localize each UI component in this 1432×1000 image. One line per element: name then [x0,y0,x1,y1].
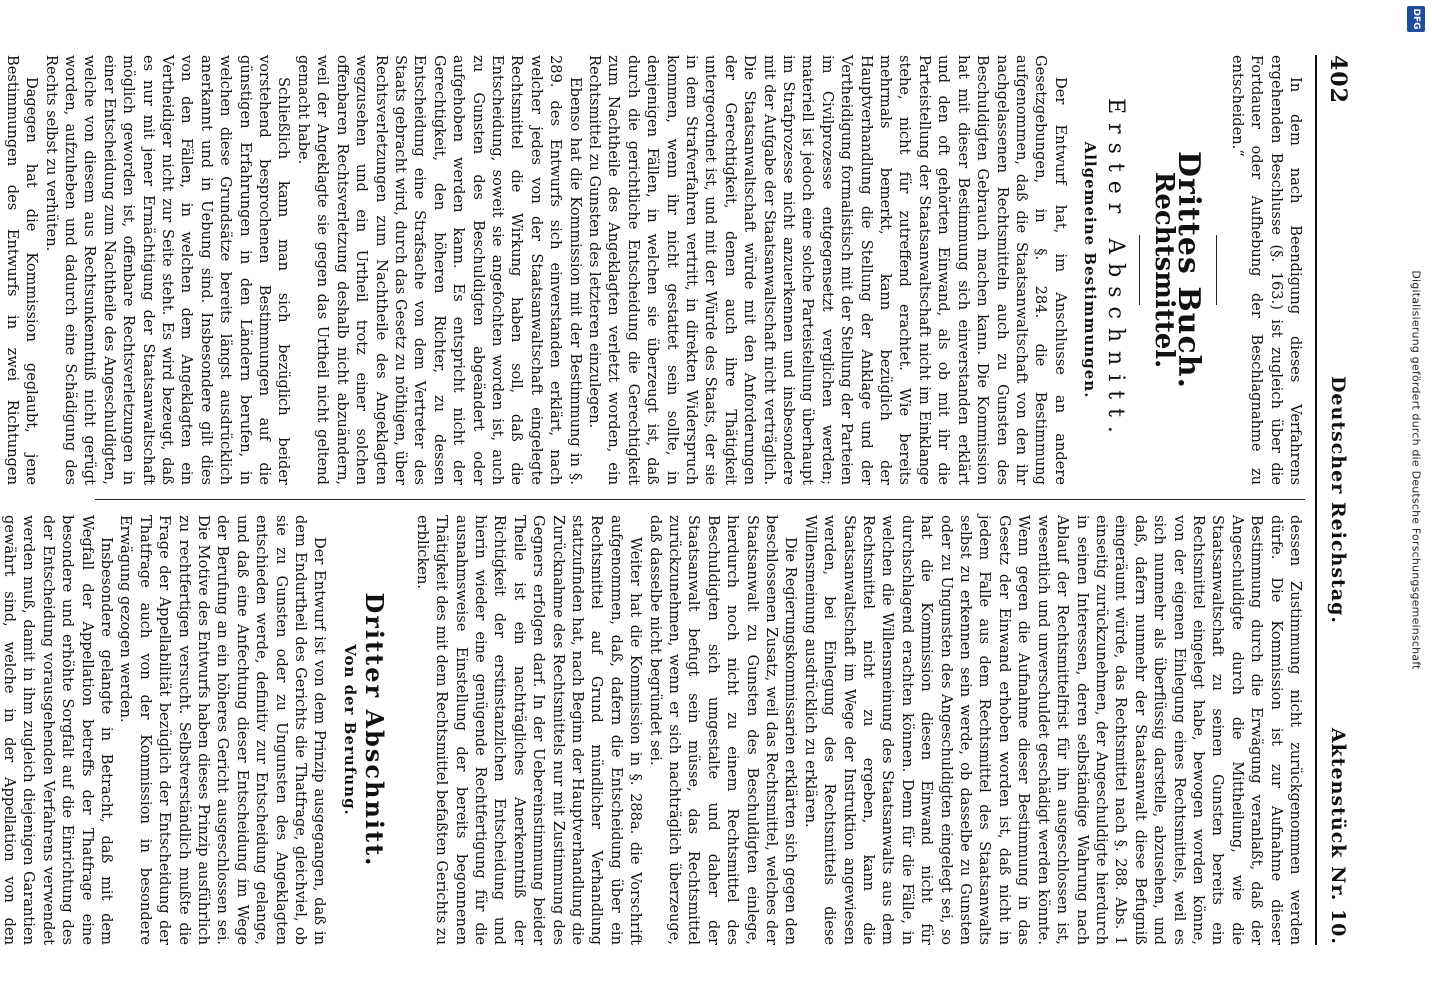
document-page [1,25,1381,975]
book-title: Drittes Buch. [1171,150,1207,390]
section-subtitle: Von der Berufung. [340,644,359,816]
body-paragraph: Weiter hat die Kommission in §. 288a. die Vorschrift aufgenommen, daß, dafern die Entscheidung über ein Rechtsmittel auf Grund mündlicher Verhandlung stattzufinden hat, nach Beginn der Hauptverhandlung die Zurücknahme des Rechtsmittels nur mit Zustimmung des Gegners erfolgen darf. In der Uebereinstimmung beider Theile ist ein nachträgliches Anerkenntniß der Richtigkeit der erstinstanzlichen Entscheidung und hierin wieder eine genügende Rechtfertigung für die ausnahmsweise Einstellung der bereits begonnenen Thätigkeit des mit dem Rechtsmittel befaßten Gerichts zu erblicken. [413,515,645,945]
divider [1139,235,1140,305]
body-paragraph: Der Entwurf hat, im Anschlusse an andere Gesetzgebungen, in §. 284. die Bestimmung aufgenommen, daß die Staatsanwaltschaft von den ihr nachgelassenen Rechtsmitteln auch zu Gunsten des Beschuldigten Gebrauch machen kann. Die Kommission hat mit dieser Bestimmung sich einverstanden erklärt und den oft gehörten Einwand, als ob mit ihr die Parteistellung der Staatsanwaltschaft nicht im Einklange stehe, nicht für zutreffend erachtet. Wie bereits mehrmals bemerkt, kann bezüglich der Hauptverhandlung die Stellung der Anklage und der Vertheidigung formalistisch mit der Stellung der Parteien im Civilprozesse entgegensetzt verglichen werden; materiell ist jedoch eine solche Parteistellung überhaupt im Strafprozesse nicht anzuerkennen und insbesondere mit der Aufgabe der Staatsanwaltschaft nicht verträglich. Die Staatsanwaltschaft würde mit den Anforderungen der Gerechtigkeit, denen auch ihre Thätigkeit untergeordnet ist, und mit der Würde des Staats, der sie in dem Strafverfahren vertritt, in direkten Widerspruch kommen, wenn ihr nicht gestattet sein sollte, in denjenigen Fällen, in welchen sie überzeugt ist, daß durch die gerichtliche Entscheidung die Gerechtigkeit zum Nachtheile des Angeklagten verletzt worden, ein Rechtsmittel zu Gunsten des letzteren einzulegen. [586,55,1069,485]
section-title: Erster Abschnitt. [1102,98,1128,442]
body-paragraph: Insbesondere gelangte in Betracht, daß mit dem Wegfall der Appellation betreffs der Thatfrage eine besondere und erhöhte Sorgfalt auf die Einrichtung des der Entscheidung vorausgehenden Verfahrens verwendet werden muß, damit in ihm zugleich diejenigen Garantien gewährt sind, welche in der Appellation von den [1,515,116,945]
body-paragraph: Dagegen hat die Kommission geglaubt, jene Bestimmungen des Entwurfs in zwei Richtungen [3,55,41,485]
page-number: 402 [1325,55,1351,104]
body-paragraph: Der Entwurf ist von dem Prinzip ausgegangen, daß in dem Endurtheil des Gerichts die Thatfrage, gleichviel, ob sie zu Gunsten oder zu Ungunsten des Angeklagten entschieden werde, definitiv zur Entscheidung gelange, und daß eine Anfechtung dieser Entscheidung im Wege der Berufung an ein höheres Gericht ausgeschlossen sei. Die Motive des Entwurfs haben dieses Prinzip ausführlich zu rechtfertigen versucht. Selbstverständlich mußte die Frage der Appellabilität bezüglich der Entscheidung der Thatfrage auch von der Kommission in besondere Erwägung gezogen werden. [117,515,329,945]
digitization-credit [1402,0,1430,1000]
section-subtitle: Allgemeine Bestimmungen. [1081,141,1100,399]
left-column [0,55,1305,485]
body-paragraph: Die Regierungskommissarien erklärten sich gegen den beschlossenen Zusatz, weil das Rechtsmittel, welches der Staatsanwalt zu Gunsten des Beschuldigten einlege, hierdurch noch nicht zu einem Rechtsmittel des Beschuldigten sich umgestalte und daher der Staatsanwalt befugt sein müsse, das Rechtsmittel zurückzunehmen, wenn er sich nachträglich überzeuge, daß dasselbe nicht begründet sei. [646,515,800,945]
body-paragraph: dessen Zustimmung nicht zurückgenommen werden dürfe. Die Kommission ist zur Aufnahme dieser Bestimmung durch die Erwägung veranlaßt, daß der Angeschuldigte durch die Mittheilung, wie die Staatsanwaltschaft zu seinen Gunsten bereits ein Rechtsmittel eingelegt habe, bewogen worden könne, von der eigenen Einlegung eines Rechtsmittels, weil es sich nunmehr als überflüssig darstelle, abzusehen, und daß, dafern nunmehr der Staatsanwalt diese Befugniß eingeräumt würde, das Rechtsmittel nach §. 288. Abs. 1 einseitig zurückzunehmen, der Angeschuldigte hierdurch in seinen Interessen, deren selbständige Wahrung nach Ablauf der Rechtsmittelfrist für ihn ausgeschlossen ist, wesentlich und unverschuldet geschädigt werden könnte. Wenn gegen die Aufnahme dieser Bestimmung in das Gesetz der Einwand erhoben worden ist, daß nicht in jedem Falle aus dem Rechtsmittel des Staatsanwalts selbst zu erkennen sein werde, ob dasselbe zu Gunsten oder zu Ungunsten des Angeschuldigten eingelegt sei, so hat die Kommission diesen Einwand nicht für durchschlagend erachten können. Denn für die Fälle, in welchen die Willensmeinung des Staatsanwalts aus dem Rechtsmittel nicht zu ergeben, kann die Staatsanwaltschaft im Wege der Instruktion angewiesen werden, bei Einlegung des Rechtsmittels diese Willensmeinung ausdrücklich zu erklären. [801,515,1304,945]
right-column [0,515,1305,945]
spacer [398,515,412,945]
intro-paragraph: In dem nach Beendigung dieses Verfahrens ergehenden Beschlusse (§. 163.) ist zugleich über die Fortdauer oder Aufhebung der Beschlagnahme zu entscheiden.“ [1228,55,1304,485]
body-paragraph: Ebenso hat die Kommission mit der Bestimmung in §. 289. des Entwurfs sich einverstanden erklärt, nach welcher jedes von der Staatsanwaltschaft eingelegte Rechtsmittel die Wirkung haben soll, daß die Entscheidung, soweit sie angefochten worden ist, auch zu Gunsten des Beschuldigten abgeändert oder aufgehoben werden kann. Es entspricht nicht der Gerechtigkeit, den höheren Richter, zu dessen Entscheidung eine Strafsache von dem Vertreter des Staats gebracht wird, durch das Gesetz zu nöthigen, über Rechtsverletzungen zum Nachtheile des Angeklagten wegzusehen und ein Urtheil trotz einer solchen offenbaren Rechtsverletzung deshalb nicht abzuändern, weil der Angeklagte sie gegen das Urtheil nicht geltend gemacht habe. [294,55,584,485]
book-subtitle: Rechtsmittel. [1148,171,1179,369]
page-header [1315,55,1353,945]
running-title: Deutscher Reichstag. [1327,375,1349,625]
dfg-logo [1407,6,1425,32]
credit-text: Digitalisierung gefördert durch die Deutsche Forschungsgemeinschaft [1409,270,1423,670]
section-title: Dritter Abschnitt. [360,592,390,868]
column-rule [95,499,1305,500]
document-reference: Aktenstück Nr. 10. [1327,727,1349,945]
body-paragraph: Schließlich kann man sich bezüglich beider vorstehend besprochenen Bestimmungen auf die günstigen Erfahrungen in den Ländern berufen, in welchen diese Grundsätze bereits längst ausdrücklich anerkannt und in Uebung sind. Insbesondere gilt dies von den Fällen, in welchen dem Angeklagten ein Vertheidiger nicht zur Seite steht. Es wird bezeugt, daß es nur mit jener Ermächtigung der Staatsanwaltschaft möglich geworden ist, offenbare Rechtsverletzungen in einer Entscheidung zum Nachtheile des Angeschuldigten, welche von diesem aus Rechtsunkenntniß nicht gerügt worden, aufzuheben und dadurch eine Schädigung des Rechts selbst zu verhüten. [42,55,293,485]
divider [1216,235,1217,305]
dfg-logo-text: DFG [1411,8,1421,30]
